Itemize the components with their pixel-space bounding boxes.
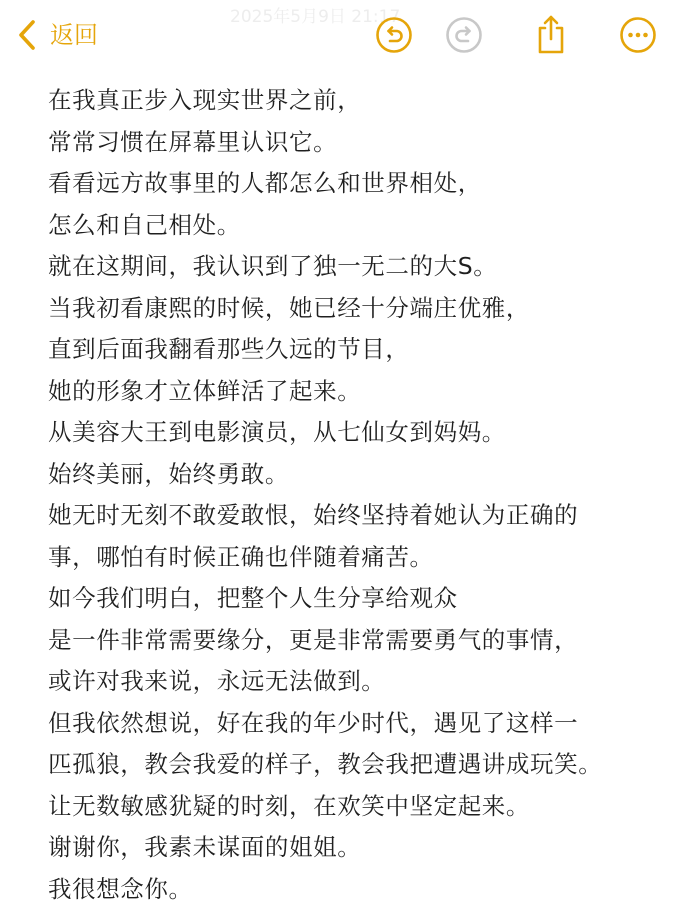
share-icon — [532, 12, 570, 56]
share-button[interactable] — [532, 12, 570, 56]
note-line: 怎么和自己相处。 — [48, 210, 241, 239]
note-line: 或许对我来说，永远无法做到。 — [48, 667, 386, 695]
note-line: 从美容大王到电影演员，从七仙女到妈妈。 — [48, 418, 506, 446]
note-line: 她无时无刻不敢爱敢恨，始终坚持着她认为正确的 — [48, 501, 579, 529]
note-line: 她的形象才立体鲜活了起来。 — [48, 376, 362, 405]
chevron-left-icon — [16, 18, 38, 52]
note-line: 当我初看康熙的时候，她已经十分端庄优雅， — [48, 293, 530, 322]
redo-button[interactable] — [445, 16, 483, 54]
back-label: 返回 — [50, 21, 98, 49]
more-button[interactable] — [619, 16, 657, 54]
note-line: 看看远方故事里的人都怎么和世界相处， — [48, 169, 482, 197]
redo-icon — [445, 16, 483, 54]
note-line: 如今我们明白，把整个人生分享给观众 — [48, 584, 458, 612]
note-line: 事，哪怕有时候正确也伴随着痛苦。 — [48, 542, 434, 571]
note-line: 直到后面我翻看那些久远的节目， — [48, 335, 410, 363]
note-line: 但我依然想说，好在我的年少时代，遇见了这样一 — [48, 708, 579, 737]
note-toolbar — [0, 0, 690, 72]
note-line: 常常习惯在屏幕里认识它。 — [48, 127, 338, 156]
more-icon — [619, 16, 657, 54]
undo-icon — [375, 16, 413, 54]
note-body[interactable] — [48, 80, 678, 908]
note-line: 始终美丽，始终勇敢。 — [48, 459, 289, 488]
note-line: 在我真正步入现实世界之前， — [48, 86, 362, 114]
note-line: 是一件非常需要缘分，更是非常需要勇气的事情， — [48, 625, 579, 654]
note-line: 谢谢你，我素未谋面的姐姐。 — [48, 833, 362, 861]
undo-button[interactable] — [375, 16, 413, 54]
note-line: 我很想念你。 — [48, 874, 193, 903]
note-date: 2025年5月9日 21:17 — [230, 7, 401, 27]
note-line: 就在这期间，我认识到了独一无二的大S。 — [48, 252, 498, 280]
back-button[interactable] — [16, 17, 98, 53]
note-line: 让无数敏感犹疑的时刻，在欢笑中坚定起来。 — [48, 791, 530, 820]
note-line: 匹孤狼，教会我爱的样子，教会我把遭遇讲成玩笑。 — [48, 750, 603, 778]
